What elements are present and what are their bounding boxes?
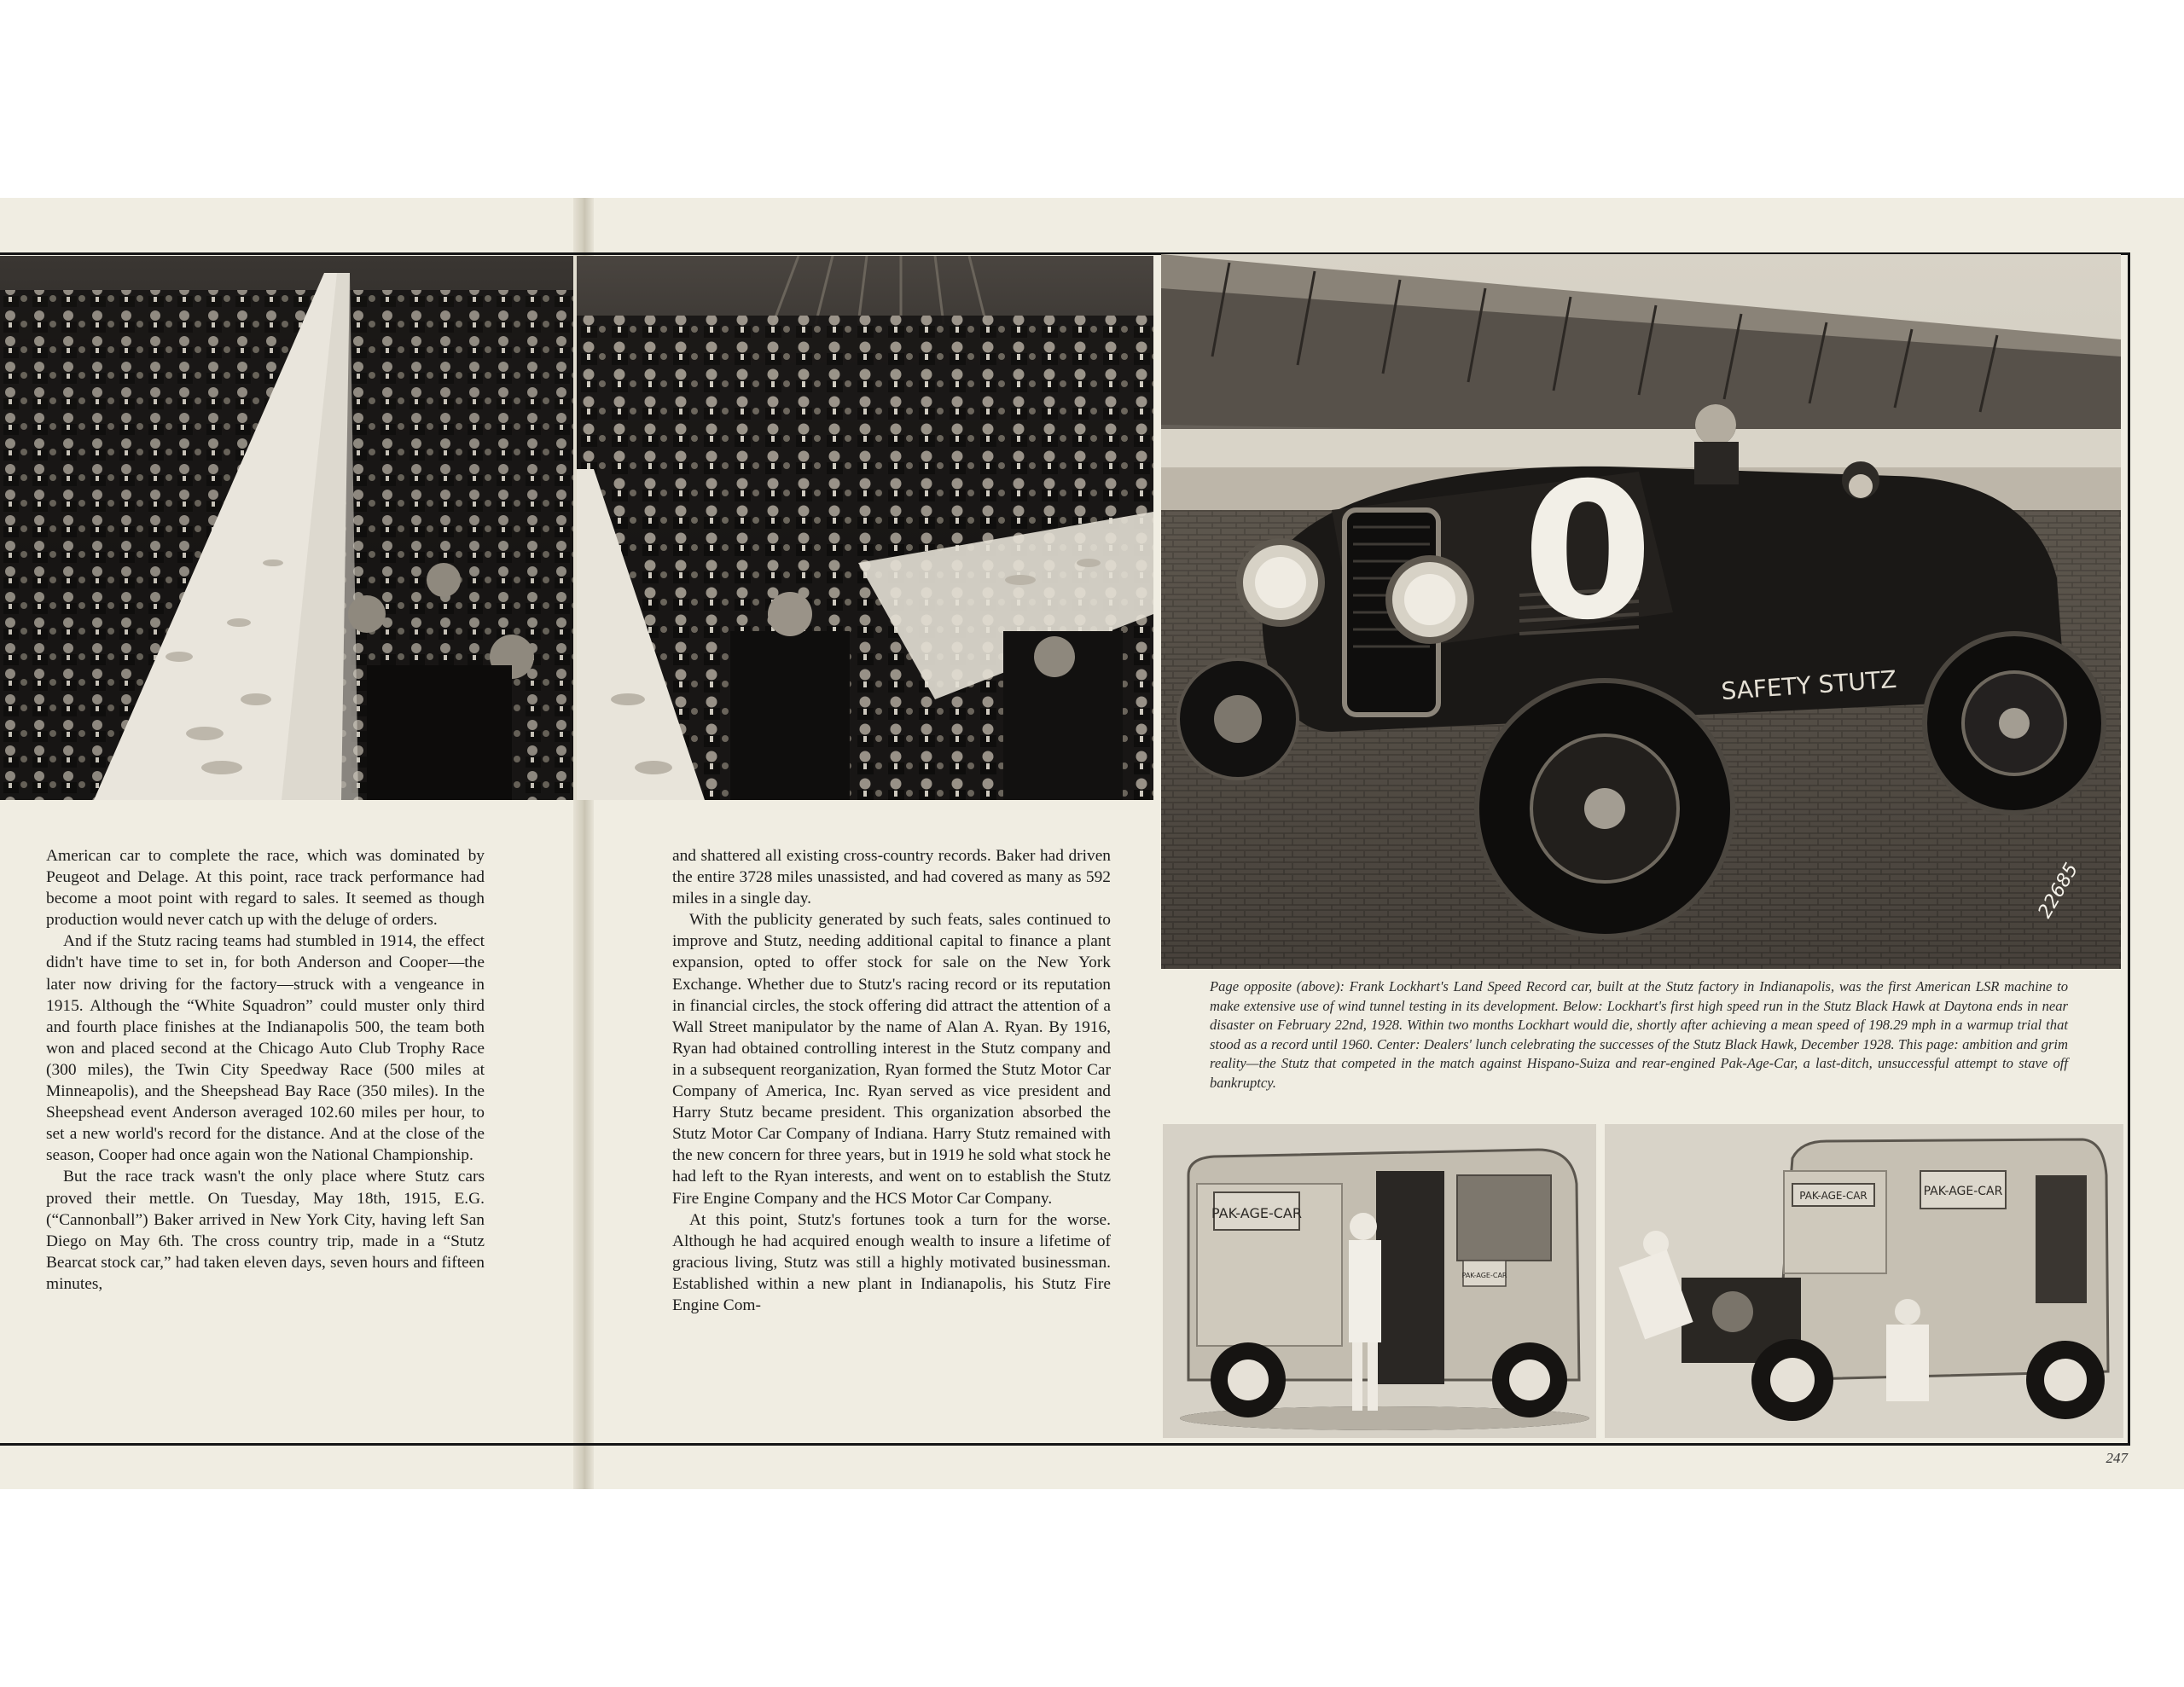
race-car-number: 0 [1522, 443, 1653, 661]
race-car-hood-lettering: SAFETY STUTZ [1720, 664, 1898, 706]
left-paragraph-1: American car to complete the race, which was dominated by Peugeot and Delage. At this point, race track performance had become a moot point with regard to sales. It seemed as though production would never catch up with the deluge of orders. [46, 847, 485, 930]
right-text-column [672, 845, 1111, 1316]
bottom-rule [0, 1443, 2129, 1446]
pak-age-car-right-side-lettering: PAK-AGE-CAR [1799, 1190, 1867, 1202]
banquet-photo-left-image [0, 256, 573, 800]
right-paragraph-2: With the publicity generated by such feats, sales continued to improve and Stutz, needing additional capital to finance a plant expansion, opted to offer stock for sale on the New York Exchange. Whether due to Stutz's racing record or its reputation in financial circles, the stock offering did attract the attention of a Wall Street manipulator by the name of Alan A. Ryan. By 1916, Ryan had obtained controlling interest in the Stutz company and in a subsequent reorganization, Ryan formed the Stutz Motor Car Company of America, Inc. Ryan served as vice president and Harry Stutz became president. This organization absorbed the Stutz Motor Car Company of Indiana. Harry Stutz remained with the new concern for three years, but in 1919 he sold what stock he had left to the Ryan interests, and went on to establish the Stutz Fire Engine Company and the HCS Motor Car Company. [672, 911, 1111, 1208]
pak-age-car-photo-left [1163, 1124, 1596, 1438]
left-paragraph-3: But the race track wasn't the only place where Stutz cars proved their mettle. On Tuesday, May 18th, 1915, E.G. (“Cannonball”) Baker arrived in New York City, having left San Diego on May 6th. The cross country trip, made in a “Stutz Bearcat stock car,” had taken eleven days, seven hours and fifteen minutes, [46, 1168, 485, 1293]
right-paragraph-3: At this point, Stutz's fortunes took a turn for the worse. Although he had acquired enough wealth to insure a lifetime of gracious living, Stutz was still a highly motivated businessman. Established within a new plant in Indianapolis, his Stutz Fire Engine Com- [672, 1210, 1111, 1314]
page-number: 247 [2106, 1450, 2128, 1466]
banquet-photo-left [0, 256, 573, 800]
banquet-photo-right [577, 256, 1153, 800]
pak-age-car-photo-left-image [1163, 1124, 1596, 1438]
banquet-photo-right-image [577, 256, 1153, 800]
pak-age-car-photo-right-image [1605, 1124, 2123, 1438]
right-paragraph-1: and shattered all existing cross-country records. Baker had driven the entire 3728 miles unassisted, and had covered as many as 592 miles in a single day. [672, 847, 1111, 908]
race-car-photo [1161, 254, 2121, 969]
race-car-photo-id: 22685 [2034, 859, 2083, 922]
right-edge-rule [2128, 252, 2130, 1446]
race-car-photo-image [1161, 254, 2121, 969]
pak-age-car-right-panel-lettering: PAK-AGE-CAR [1923, 1185, 2003, 1198]
left-paragraph-2: And if the Stutz racing teams had stumbled in 1914, the effect didn't have time to set in, for both Anderson and Cooper—the later now driving for the factory—struck with a vengeance in 1915. Although the “White Squadron” could muster only third and fourth place finishes at the Indianapolis 500, the team both won and placed second at the Chicago Auto Club Trophy Race (300 miles), the Twin City Speedway Race (500 miles at Minneapolis), and the Sheepshead Bay Race (350 miles). In the Sheepshead event Anderson averaged 102.60 miles per hour, to set a new world's record for the distance. And at the close of the season, Cooper had once again won the National Championship. [46, 932, 485, 1165]
photo-caption: Page opposite (above): Frank Lockhart's Land Speed Record car, built at the Stutz factory in Indianapolis, was the first American LSR machine to make extensive use of wind tunnel testing in its development. Below: Lockhart's first high speed run in the Stutz Black Hawk at Daytona ends in near disaster on February 22nd, 1928. Within two months Lockhart would die, shortly after achieving a mean speed of 198.29 mph in a warmup trial that stood as a record until 1960. Center: Dealers' lunch celebrating the successes of the Stutz Black Hawk, December 1928. This page: ambition and grim reality—the Stutz that competed in the match against Hispano-Suiza and rear-engined Pak-Age-Car, a last-ditch, unsuccessful attempt to stave off bankruptcy. [1210, 978, 2068, 1091]
pak-age-car-left-panel-lettering: PAK-AGE-CAR [1211, 1205, 1302, 1221]
pak-age-car-photo-right [1605, 1124, 2123, 1438]
pak-age-car-left-door-lettering: PAK-AGE-CAR [1461, 1272, 1507, 1279]
left-text-column [46, 845, 485, 1295]
